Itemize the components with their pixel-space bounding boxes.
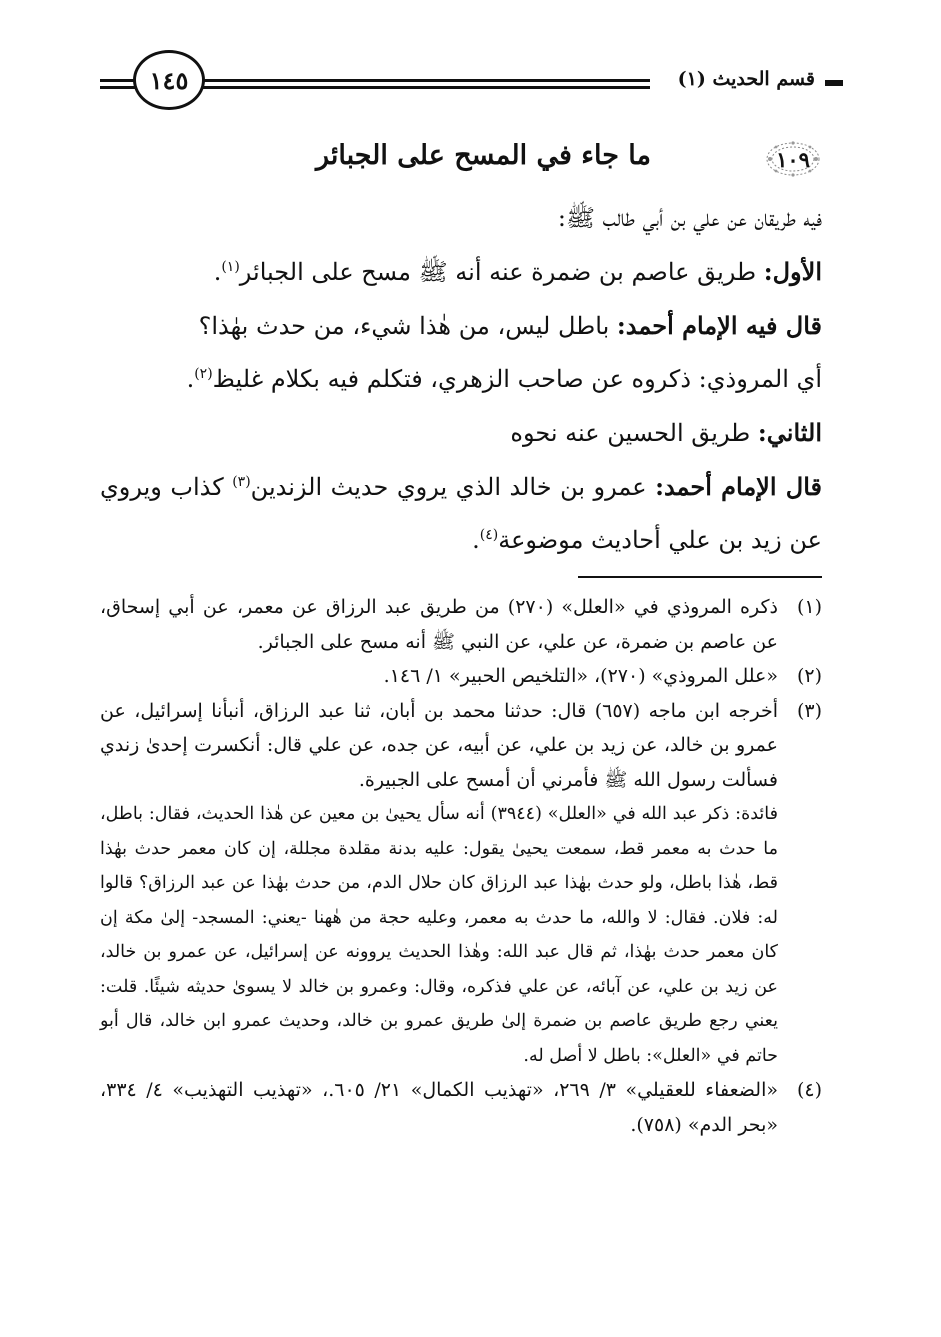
paragraph-intro: فيه طريقان عن علي بن أبي طالب ﷺ:: [557, 204, 822, 232]
paragraph-second-route: الثاني: طريق الحسين عنه نحوه: [510, 418, 822, 447]
paragraph-lead: قال الإمام أحمد:: [655, 472, 822, 501]
footnote-ref[interactable]: (٢): [194, 366, 213, 382]
footnote-number: (٣): [796, 699, 822, 722]
paragraph-first-route: الأول: طريق عاصم بن ضمرة عنه أنه ﷺ مسح على الجبائر$^{(١)}$.: [213, 257, 822, 286]
footnote-text: أخرجه ابن ماجه (٦٥٧) قال: حدثنا محمد بن أبان، ثنا عبد الرزاق، أنبأنا إسرائيل، عن عمرو بن خالد، عن زيد بن علي، عن أبيه، عن جده، عن علي قال: أنكسرت إحدىٰ زندي فسألت رسول الله ﷺ فأمرني أن أمسح على الجبيرة.: [100, 699, 778, 791]
paragraph-lead: الأول:: [763, 257, 822, 286]
footnote-3: [100, 694, 822, 1074]
paragraph-ahmad-verdict: قال فيه الإمام أحمد: باطل ليس، من هٰذا شيء، من حدث بهٰذا؟: [198, 311, 822, 340]
footnote-ref[interactable]: (١): [221, 259, 240, 275]
section-title: ما جاء في المسح على الجبائر: [315, 140, 651, 171]
footnote-number: (١): [796, 596, 822, 618]
paragraph-marrudhi: أي المروذي: ذكروه عن صاحب الزهري، فتكلم فيه بكلام غليظ$^{(٢)}$.: [186, 365, 822, 393]
paragraph-lead: الثاني:: [757, 418, 822, 447]
footnote-note: فائدة: ذكر عبد الله في «العلل» (٣٩٤٤) أنه سأل يحيىٰ بن معين عن هٰذا الحديث، فقال: باطل، ما حدث به معمر قط، سمعت يحيىٰ يقول: عليه بدنة مقلدة مجللة، إن كان معمر حدث بهٰذا قط، هٰذا باطل، ولو حدث بهٰذا عبد الرزاق كان حلال الدم، من حدث بهٰذا عن عبد الرزاق؟ قالوا له: فلان. فقال: لا والله، ما حدث به معمر، وعليه حجة من هٰهنا -يعني: المسجد- إلىٰ مكة إن كان معمر حدث بهٰذا، ثم قال عبد الله: وهٰذا الحديث يروونه عن إسرائيل، عن عمرو بن خالد، عن زيد بن علي، عن آبائه، عن علي فذكره، وقال: وعمرو بن خالد لا يسوىٰ حديثه شيئًا. قلت: يعني رجع طريق عاصم بن ضمرة إلىٰ طريق عمرو بن خالد، وحديث عمرو ابن خالد، قال أبو حاتم في «العلل»: باطل لا أصل له.: [100, 804, 778, 1066]
footnote-text: ذكره المروذي في «العلل» (٢٧٠) من طريق عبد الرزاق عن معمر، عن أبي إسحاق، عن عاصم بن ضمرة، عن علي، عن النبي ﷺ أنه مسح على الجبائر.: [100, 596, 778, 653]
footnote-1: [100, 590, 822, 659]
paragraph-ahmad-on-amr: قال الإمام أحمد: عمرو بن خالد الذي يروي حديث الزندين$^{(٣)}$ كذاب ويروي عن زيد بن علي أحاديث موضوعة$^{(٤)}$.: [100, 472, 822, 554]
entry-number: ١٠٩: [776, 146, 810, 172]
footnote-number: (٤): [796, 1079, 822, 1101]
footnote-text: «الضعفاء للعقيلي» ٣/ ٢٦٩، «تهذيب الكمال» ٢١/ ٦٠٥.، «تهذيب التهذيب» ٤/ ٣٣٤، «بحر الدم» (٧٥٨).: [100, 1079, 778, 1136]
footnote-ref[interactable]: (٣): [232, 474, 251, 490]
running-title-ornament: [825, 80, 843, 86]
running-title: قسم الحديث (١): [670, 68, 823, 90]
footnote-text: «علل المروذي» (٢٧٠)، «التلخيص الحبير» ١/ ١٤٦.: [383, 665, 778, 687]
page-number: ١٤٥: [133, 50, 205, 110]
footnotes: [100, 590, 822, 1142]
footnote-separator: [578, 576, 822, 578]
entry-number-badge: [764, 140, 822, 178]
main-text: [100, 192, 822, 567]
footnote-4: [100, 1073, 822, 1142]
footnote-2: [100, 659, 822, 694]
footnote-ref[interactable]: (٤): [479, 527, 499, 543]
footnote-number: (٢): [796, 665, 822, 687]
paragraph-lead: قال فيه الإمام أحمد:: [616, 311, 822, 340]
